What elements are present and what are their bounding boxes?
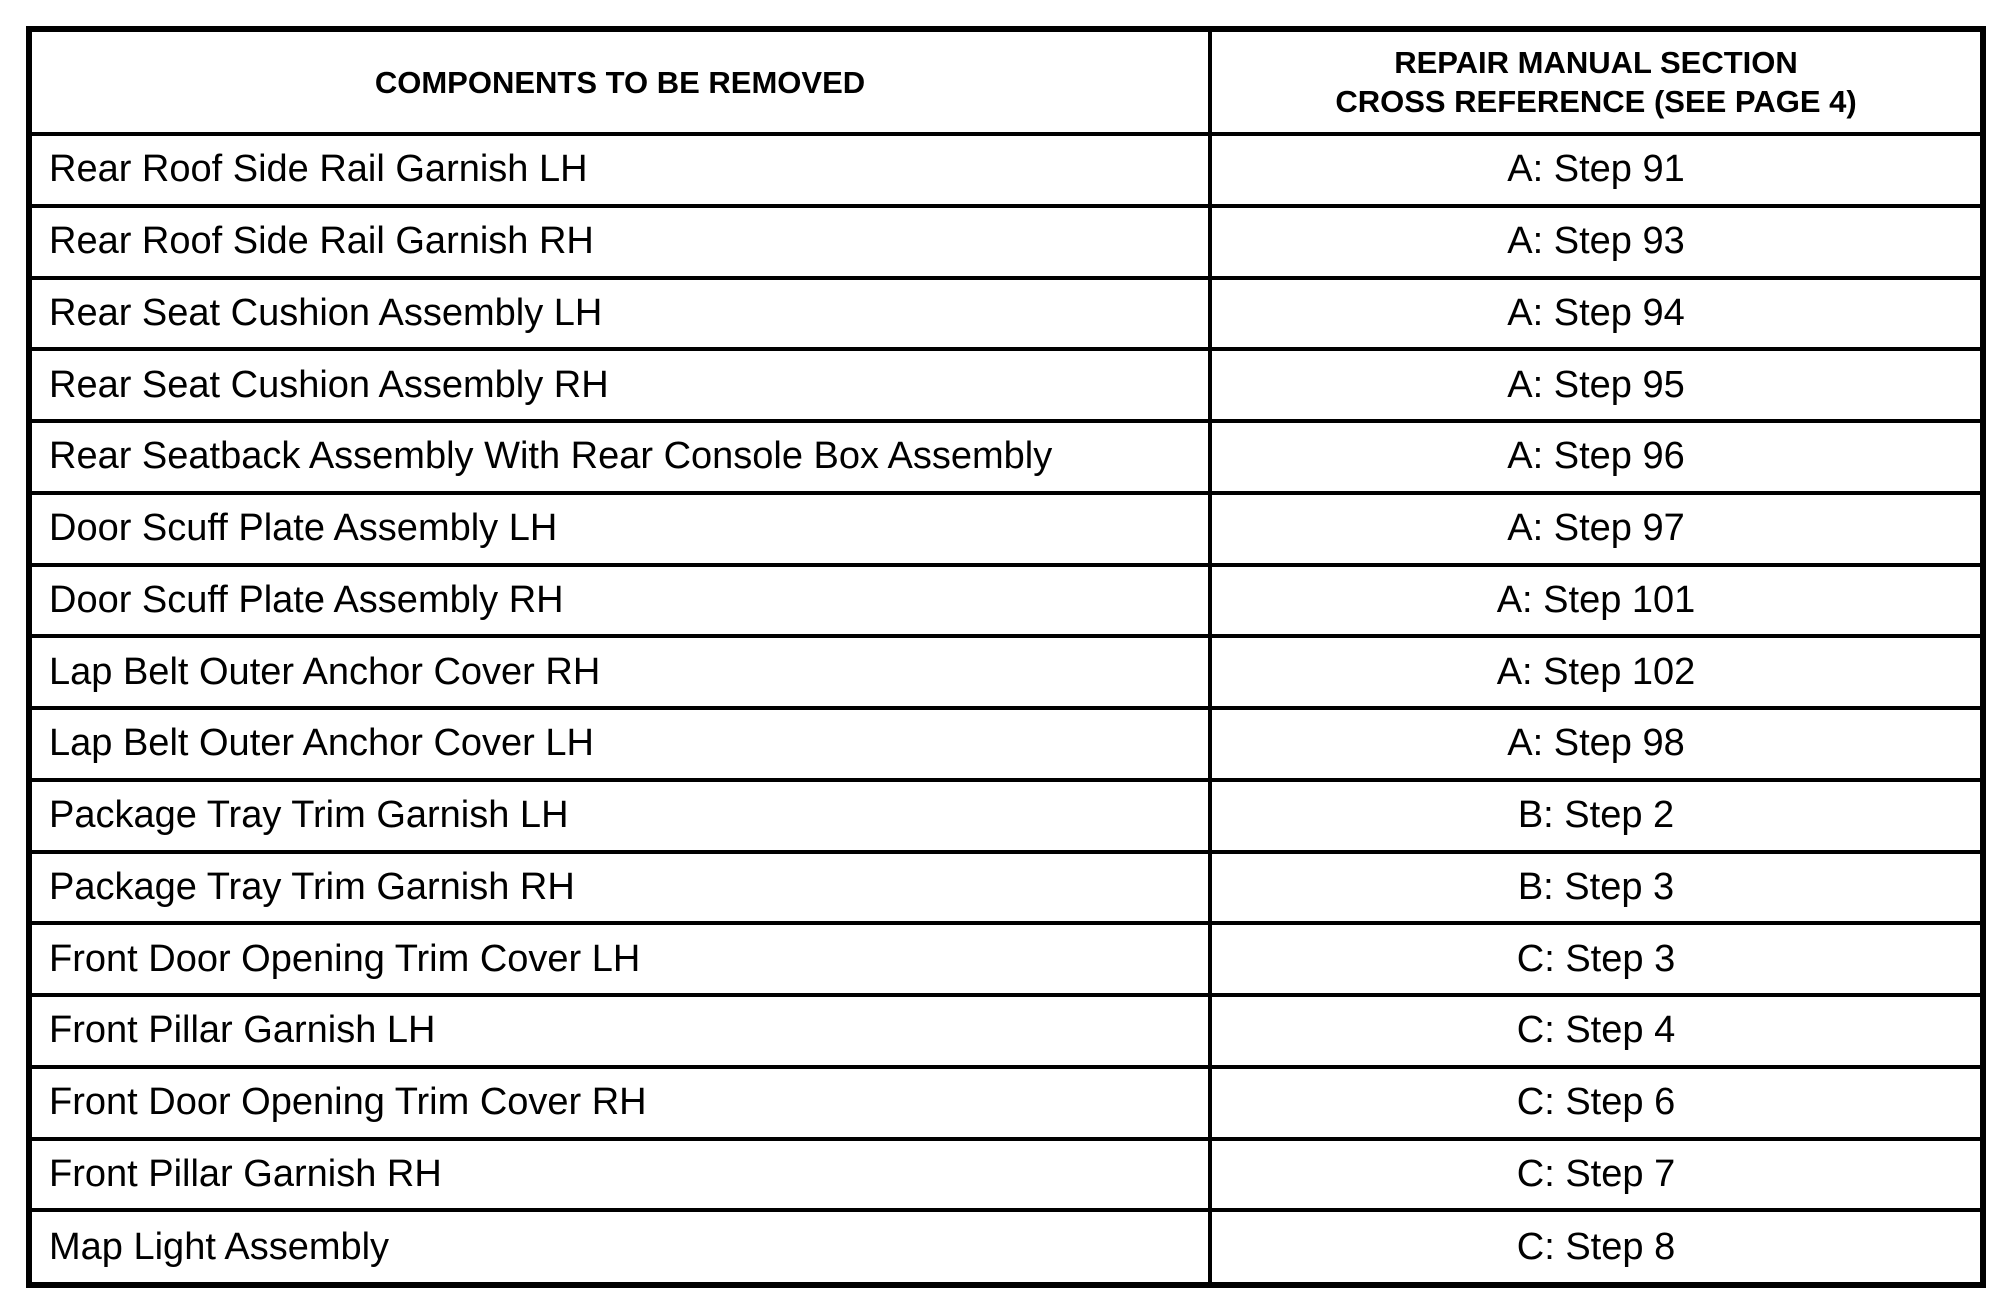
table-row <box>32 134 1980 206</box>
table-row <box>32 493 1980 565</box>
table-row <box>32 278 1980 350</box>
reference-cell: A: Step 94 <box>1210 278 1980 350</box>
reference-cell: C: Step 6 <box>1210 1067 1980 1139</box>
reference-cell: A: Step 97 <box>1210 493 1980 565</box>
component-cell: Rear Roof Side Rail Garnish LH <box>32 134 1210 206</box>
reference-cell: B: Step 3 <box>1210 852 1980 924</box>
reference-cell: A: Step 96 <box>1210 421 1980 493</box>
component-cell: Door Scuff Plate Assembly RH <box>32 565 1210 637</box>
reference-cell: A: Step 101 <box>1210 565 1980 637</box>
reference-cell: B: Step 2 <box>1210 780 1980 852</box>
header-reference <box>1210 32 1980 134</box>
table-row <box>32 923 1980 995</box>
components-table-frame <box>26 26 1986 1288</box>
table-row <box>32 565 1980 637</box>
component-cell: Lap Belt Outer Anchor Cover LH <box>32 708 1210 780</box>
component-cell: Front Pillar Garnish RH <box>32 1139 1210 1211</box>
component-cell: Front Pillar Garnish LH <box>32 995 1210 1067</box>
reference-cell: C: Step 8 <box>1210 1210 1980 1282</box>
reference-cell: C: Step 7 <box>1210 1139 1980 1211</box>
reference-cell: A: Step 98 <box>1210 708 1980 780</box>
table-row <box>32 708 1980 780</box>
component-cell: Lap Belt Outer Anchor Cover RH <box>32 636 1210 708</box>
component-cell: Rear Seat Cushion Assembly LH <box>32 278 1210 350</box>
component-cell: Map Light Assembly <box>32 1210 1210 1282</box>
table-row <box>32 636 1980 708</box>
reference-cell: A: Step 102 <box>1210 636 1980 708</box>
component-cell: Front Door Opening Trim Cover LH <box>32 923 1210 995</box>
component-cell: Front Door Opening Trim Cover RH <box>32 1067 1210 1139</box>
reference-cell: A: Step 91 <box>1210 134 1980 206</box>
component-cell: Rear Seatback Assembly With Rear Console Box Assembly <box>32 421 1210 493</box>
table-row <box>32 780 1980 852</box>
reference-cell: C: Step 3 <box>1210 923 1980 995</box>
component-cell: Door Scuff Plate Assembly LH <box>32 493 1210 565</box>
component-cell: Package Tray Trim Garnish LH <box>32 780 1210 852</box>
header-reference-line1: REPAIR MANUAL SECTION <box>1394 45 1798 80</box>
table-header-row <box>32 32 1980 134</box>
header-reference-line2: CROSS REFERENCE (SEE PAGE 4) <box>1335 84 1857 119</box>
table-row <box>32 995 1980 1067</box>
table-row <box>32 1139 1980 1211</box>
table-row <box>32 349 1980 421</box>
table-row <box>32 1067 1980 1139</box>
table-row <box>32 421 1980 493</box>
component-cell: Rear Roof Side Rail Garnish RH <box>32 206 1210 278</box>
component-cell: Package Tray Trim Garnish RH <box>32 852 1210 924</box>
reference-cell: A: Step 93 <box>1210 206 1980 278</box>
table-row <box>32 1210 1980 1282</box>
reference-cell: C: Step 4 <box>1210 995 1980 1067</box>
component-cell: Rear Seat Cushion Assembly RH <box>32 349 1210 421</box>
table-row <box>32 852 1980 924</box>
reference-cell: A: Step 95 <box>1210 349 1980 421</box>
header-components <box>32 32 1210 134</box>
components-table <box>32 32 1980 1282</box>
header-components-label: COMPONENTS TO BE REMOVED <box>374 64 866 100</box>
table-row <box>32 206 1980 278</box>
